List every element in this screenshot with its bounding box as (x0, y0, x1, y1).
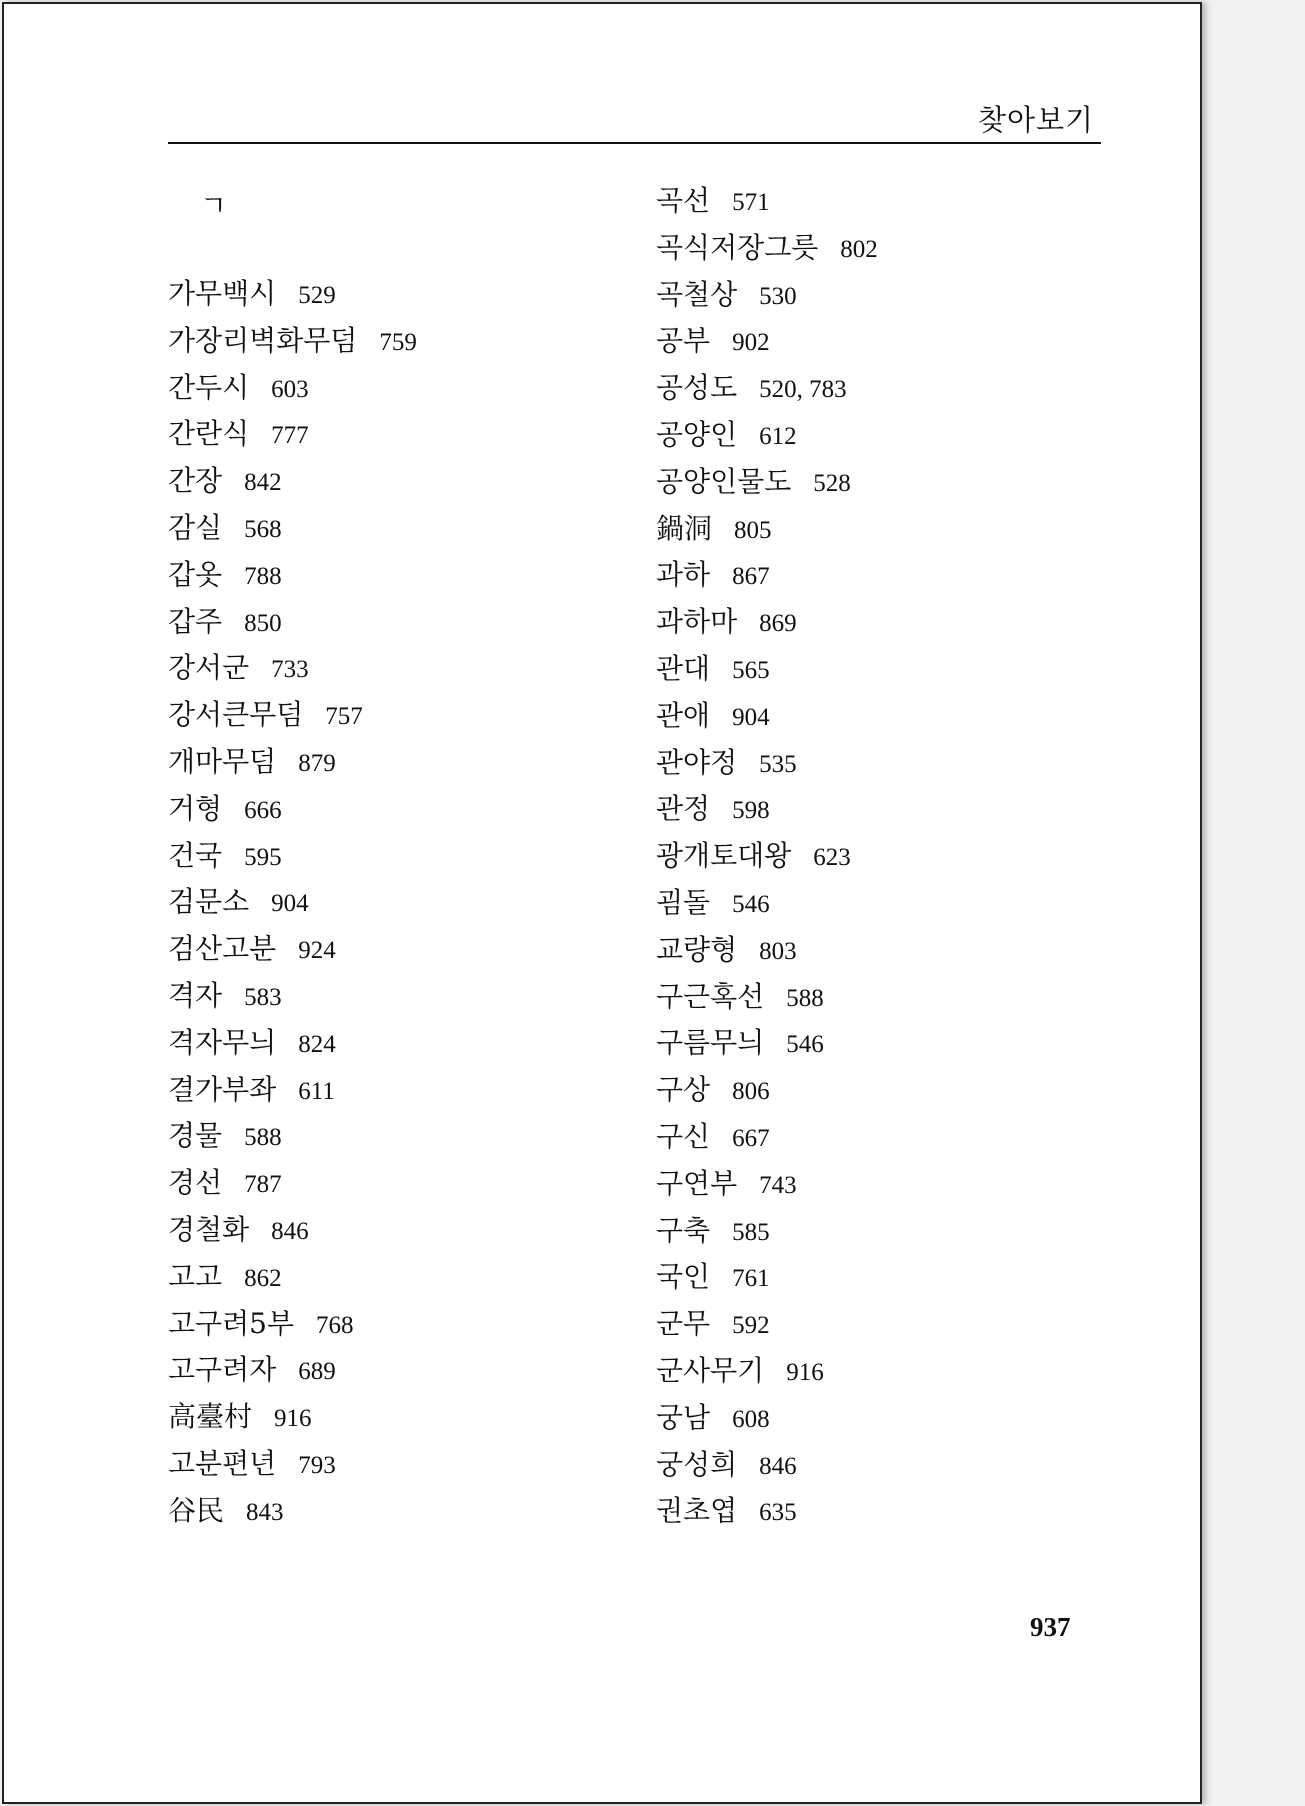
index-entry (656, 419, 797, 453)
index-page-refs: 530 (759, 282, 797, 310)
index-term: 관야정 (656, 745, 738, 779)
index-term: 고구려5부 (168, 1306, 295, 1340)
index-term: 공양인물도 (656, 464, 792, 498)
index-page-refs: 916 (274, 1405, 312, 1433)
index-page-refs: 635 (759, 1499, 797, 1527)
index-entry (656, 1121, 770, 1155)
index-page-refs: 592 (732, 1312, 770, 1340)
index-term: 교량형 (656, 932, 738, 966)
index-entry (656, 1308, 770, 1342)
index-entry (168, 840, 282, 874)
index-term: 谷民 (168, 1493, 225, 1527)
index-term: 검문소 (168, 885, 250, 919)
book-page (2, 2, 1202, 1804)
index-page-refs: 768 (316, 1311, 354, 1339)
index-page-refs: 793 (298, 1452, 336, 1479)
index-term: 관애 (656, 698, 711, 732)
index-entry (656, 325, 770, 359)
index-term: 鍋洞 (656, 511, 713, 545)
index-entry (656, 559, 770, 593)
index-entry (168, 793, 282, 827)
index-entry (168, 1027, 336, 1061)
index-term: 거형 (168, 791, 223, 825)
index-page-refs: 806 (732, 1078, 770, 1106)
index-page-refs: 902 (732, 329, 770, 357)
index-term: 고구려자 (168, 1353, 277, 1387)
index-page-refs: 585 (732, 1218, 770, 1246)
index-term: 구연부 (656, 1166, 738, 1200)
index-entry (656, 513, 772, 547)
index-page-refs: 565 (732, 657, 770, 684)
index-page-refs: 529 (298, 282, 336, 309)
index-entry (656, 1074, 770, 1108)
index-entry (656, 1027, 824, 1061)
index-entry (656, 232, 878, 266)
index-page-refs: 583 (244, 984, 282, 1011)
index-term: 공양인 (656, 418, 738, 451)
index-entry (656, 1215, 770, 1249)
index-entry (168, 1448, 336, 1482)
index-entry (168, 1214, 309, 1248)
index-page-refs: 546 (732, 891, 770, 918)
index-entry (656, 1402, 770, 1436)
index-entry (168, 1354, 336, 1388)
index-term: 곡철상 (656, 277, 738, 311)
index-page-refs: 588 (244, 1124, 282, 1152)
index-page-refs: 916 (786, 1359, 824, 1386)
index-page-refs: 603 (271, 375, 309, 403)
index-term: 광개토대왕 (656, 839, 792, 873)
index-page-refs: 612 (759, 423, 797, 450)
index-page-refs: 608 (732, 1405, 770, 1433)
index-page-refs: 879 (298, 750, 336, 777)
index-entry (168, 652, 309, 686)
index-term: 구상 (656, 1073, 711, 1107)
index-entry (168, 886, 309, 920)
index-term: 격자 (168, 979, 223, 1012)
index-term: 결가부좌 (168, 1072, 277, 1106)
index-entry (656, 700, 770, 734)
index-page-refs: 824 (298, 1030, 336, 1058)
index-entry (656, 185, 770, 219)
header-rule (168, 142, 1101, 144)
index-term: 구축 (656, 1213, 711, 1247)
index-page-refs: 843 (246, 1498, 284, 1526)
index-page-refs: 867 (732, 563, 770, 591)
index-entry (168, 746, 336, 780)
index-page-refs: 805 (734, 516, 772, 544)
index-term: 군사무기 (656, 1354, 765, 1387)
index-term: 고고 (168, 1259, 223, 1293)
index-term: 공부 (656, 324, 711, 358)
index-entry (168, 1495, 284, 1529)
index-page-refs: 595 (244, 843, 282, 871)
index-page-refs: 842 (244, 469, 282, 497)
index-page-refs: 568 (244, 516, 282, 543)
index-page-refs: 759 (379, 328, 417, 356)
index-entry (168, 278, 336, 312)
index-entry (168, 699, 363, 733)
index-page-refs: 611 (298, 1077, 335, 1105)
index-entry (656, 1261, 770, 1295)
index-page-refs: 904 (271, 890, 309, 918)
index-term: 감실 (168, 511, 223, 544)
index-entry (656, 840, 851, 874)
index-term: 간장 (168, 464, 223, 498)
index-term: 高臺村 (168, 1400, 253, 1434)
index-entry (656, 981, 824, 1015)
index-entry (656, 887, 770, 921)
index-term: 간두시 (168, 370, 250, 404)
index-term: 관정 (656, 792, 711, 826)
index-entry (656, 1355, 824, 1389)
index-term: 국인 (656, 1260, 711, 1294)
index-entry (656, 1449, 797, 1483)
index-entry (168, 372, 309, 406)
index-page-refs: 528 (813, 469, 851, 497)
index-term: 갑옷 (168, 557, 223, 591)
index-term: 검산고분 (168, 932, 277, 966)
index-page-refs: 598 (732, 797, 770, 825)
index-entry (168, 1308, 354, 1342)
index-page-refs: 787 (244, 1171, 282, 1199)
index-page-refs: 846 (759, 1452, 797, 1480)
index-term: 관대 (656, 652, 711, 685)
running-header-title: 찾아보기 (977, 103, 1094, 137)
index-entry (168, 465, 282, 499)
index-term: 강서군 (168, 651, 250, 685)
index-term: 건국 (168, 838, 223, 872)
index-page-refs: 689 (298, 1358, 336, 1386)
index-term: 궁남 (656, 1400, 711, 1434)
index-page-refs: 803 (759, 937, 797, 965)
index-entry (168, 1261, 282, 1295)
index-term: 경물 (168, 1119, 223, 1153)
index-entry (168, 606, 282, 640)
index-page-refs: 667 (732, 1125, 770, 1152)
index-entry (656, 279, 797, 313)
index-entry (168, 1167, 282, 1201)
index-term: 구신 (656, 1120, 711, 1153)
index-entry (168, 325, 417, 359)
index-entry (656, 466, 851, 500)
index-term: 가무백시 (168, 277, 277, 310)
index-entry (168, 1074, 335, 1108)
index-page-refs: 571 (732, 189, 770, 216)
index-page-refs: 666 (244, 796, 282, 824)
index-page-refs: 862 (244, 1264, 282, 1292)
index-term: 갑주 (168, 604, 223, 638)
index-term: 가장리벽화무덤 (168, 323, 358, 357)
index-term: 강서큰무덤 (168, 698, 304, 732)
index-term: 간란식 (168, 417, 250, 451)
index-term: 고분편년 (168, 1447, 277, 1480)
index-page-refs: 850 (244, 609, 282, 637)
index-term: 과하마 (656, 605, 738, 639)
index-page-refs: 924 (298, 937, 336, 965)
index-page-refs: 757 (325, 703, 363, 731)
index-term: 굄돌 (656, 886, 711, 919)
index-term: 공성도 (656, 371, 738, 405)
index-term: 격자무늬 (168, 1025, 277, 1059)
index-page-refs: 788 (244, 562, 282, 590)
index-entry (168, 559, 282, 593)
index-page-refs: 588 (786, 984, 824, 1012)
index-term: 구근혹선 (656, 979, 765, 1013)
index-page-refs: 761 (732, 1265, 770, 1293)
index-entry (656, 653, 770, 687)
index-entry (656, 1495, 797, 1529)
index-term: 권초엽 (656, 1494, 738, 1528)
page-number: 937 (1030, 1612, 1071, 1642)
index-entry (656, 934, 797, 968)
index-term: 구름무늬 (656, 1026, 765, 1060)
index-page-refs: 802 (840, 235, 878, 263)
index-entry (656, 747, 797, 781)
index-entry (656, 372, 847, 406)
index-entry (168, 1120, 282, 1154)
section-letter: ㄱ (200, 189, 228, 222)
index-page-refs: 733 (271, 656, 309, 684)
index-entry (168, 512, 282, 546)
index-page-refs: 743 (759, 1171, 797, 1199)
index-entry (656, 606, 797, 640)
index-term: 궁성희 (656, 1447, 738, 1481)
index-entry (168, 980, 282, 1014)
index-page-refs: 904 (732, 703, 770, 731)
index-term: 군무 (656, 1307, 711, 1341)
index-term: 과하 (656, 558, 711, 592)
index-term: 경선 (168, 1166, 223, 1200)
index-page-refs: 535 (759, 750, 797, 778)
index-term: 곡식저장그릇 (656, 230, 819, 264)
index-page-refs: 546 (786, 1031, 824, 1059)
index-page-refs: 869 (759, 610, 797, 638)
index-term: 경철화 (168, 1213, 250, 1246)
index-entry (168, 418, 309, 452)
index-entry (656, 1168, 797, 1202)
index-page-refs: 520, 783 (759, 376, 847, 404)
index-term: 개마무덤 (168, 745, 277, 778)
index-entry (656, 793, 770, 827)
index-page-refs: 846 (271, 1218, 309, 1245)
index-page-refs: 623 (813, 844, 851, 872)
index-entry (168, 933, 336, 967)
index-term: 곡선 (656, 184, 711, 217)
index-page-refs: 777 (271, 422, 309, 450)
index-entry (168, 1401, 312, 1435)
